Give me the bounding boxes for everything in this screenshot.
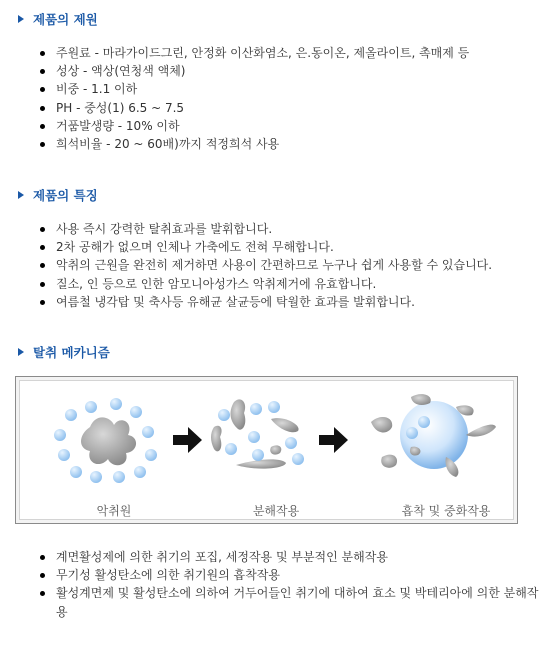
list-item: 주원료 - 마라가이드그린, 안정화 이산화염소, 은.동이온, 제올라이트, 촉매제 등 xyxy=(40,44,469,62)
list-item: 거품발생량 - 10% 이하 xyxy=(40,117,469,135)
list-item: 활성계면제 및 활성탄소에 의하여 거두어들인 취기에 대하여 효소 및 박테리아에 의한 분해작용 xyxy=(40,584,550,620)
list-item: 희석비율 - 20 ~ 60배)까지 적정희석 사용 xyxy=(40,135,469,153)
decomposition-illustration xyxy=(211,399,304,468)
list-item: 악취의 근원을 완전히 제거하면 사용이 간편하므로 누구나 쉽게 사용할 수 있습니다. xyxy=(40,256,492,274)
list-item: PH - 중성(1) 6.5 ~ 7.5 xyxy=(40,99,469,117)
arrow-right-icon xyxy=(319,427,348,453)
section-title-text: 제품의 특징 xyxy=(33,188,98,203)
deodorizing-mechanism-diagram xyxy=(15,376,518,524)
arrow-right-icon xyxy=(173,427,202,453)
diagram-label-odor-source: 악취원 xyxy=(96,504,132,518)
list-item: 무기성 활성탄소에 의한 취기원의 흡착작용 xyxy=(40,566,550,584)
odor-source-illustration xyxy=(54,398,157,483)
list-item: 계면활성제에 의한 취기의 포집, 세정작용 및 부분적인 분해작용 xyxy=(40,548,550,566)
triangle-bullet-icon xyxy=(18,191,24,199)
mechanism-list xyxy=(40,548,550,621)
section-title-text: 제품의 제원 xyxy=(33,12,98,27)
diagram-label-adsorption: 흡착 및 중화작용 xyxy=(401,504,491,518)
list-item: 성상 - 액상(연청색 액체) xyxy=(40,62,469,80)
adsorption-illustration xyxy=(371,394,496,477)
list-item: 2차 공해가 없으며 인체나 가축에도 전혀 무해합니다. xyxy=(40,238,492,256)
triangle-bullet-icon xyxy=(18,15,24,23)
features-list xyxy=(40,220,492,311)
section-title-specs xyxy=(18,10,98,28)
section-title-features xyxy=(18,186,98,204)
list-item: 사용 즉시 강력한 탈취효과를 발휘합니다. xyxy=(40,220,492,238)
list-item: 여름철 냉각탑 및 축사등 유해균 살균등에 탁월한 효과를 발휘합니다. xyxy=(40,293,492,311)
diagram-label-decomposition: 분해작용 xyxy=(252,504,300,518)
section-title-text: 탈취 메카니즘 xyxy=(33,345,110,360)
triangle-bullet-icon xyxy=(18,348,24,356)
list-item: 비중 - 1.1 이하 xyxy=(40,80,469,98)
section-title-mechanism xyxy=(18,343,110,361)
list-item: 질소, 인 등으로 인한 암모니아성가스 악취제거에 유효합니다. xyxy=(40,275,492,293)
specs-list xyxy=(40,44,469,153)
